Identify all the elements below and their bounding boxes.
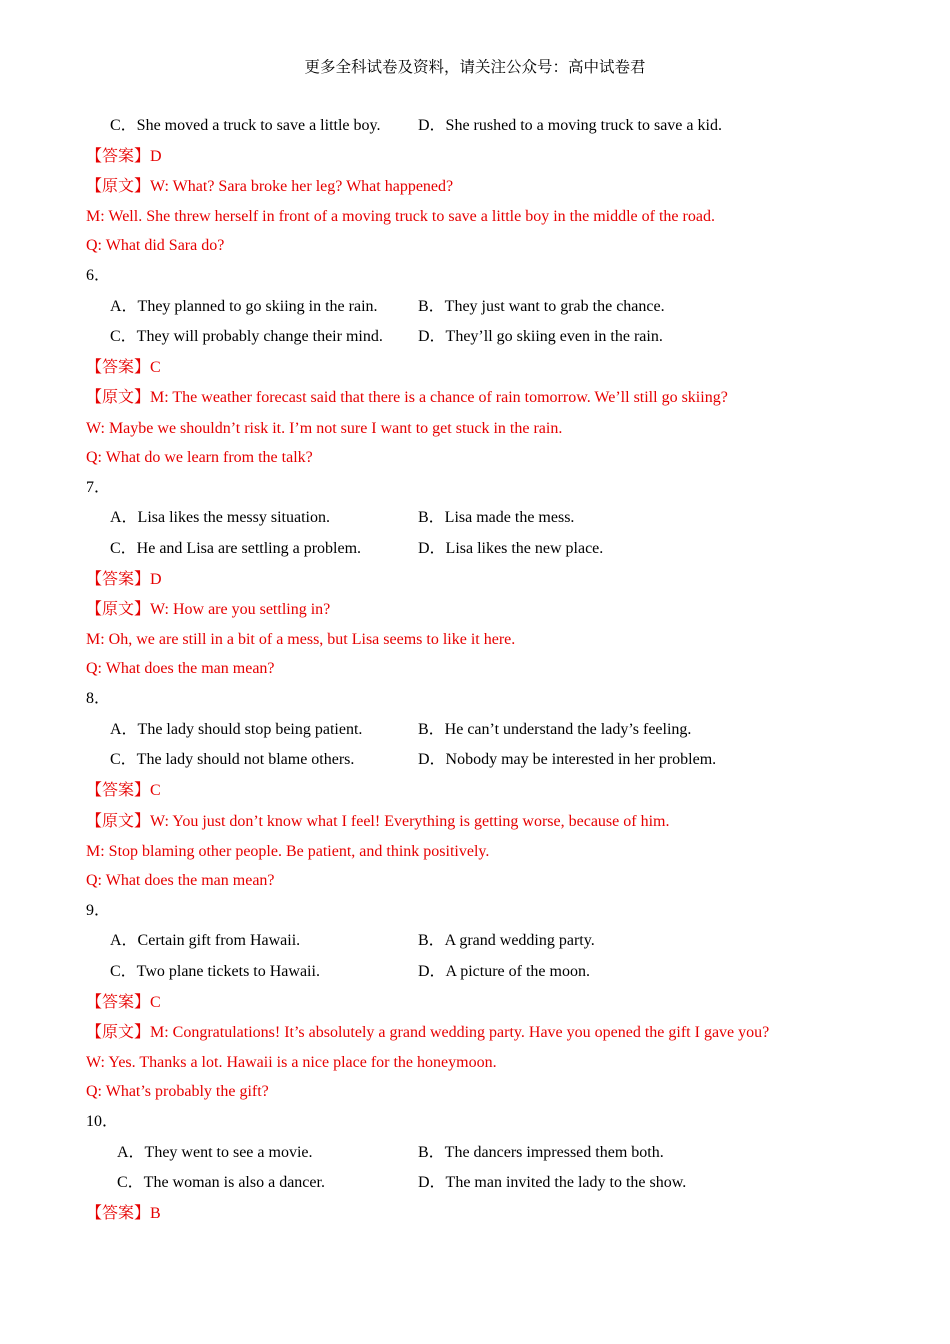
q7-option-b: B．Lisa made the mess. <box>418 509 575 526</box>
q8-transcript-line: 【原文】W: You just don’t know what I feel! Everything is getting worse, because of him. <box>86 813 670 830</box>
q6-transcript-line: W: Maybe we shouldn’t risk it. I’m not sure I want to get stuck in the rain. <box>86 420 563 437</box>
q9-number: 9． <box>86 902 111 919</box>
q10-option-c: C．The woman is also a dancer. <box>117 1174 325 1191</box>
q7-option-d: D．Lisa likes the new place. <box>418 540 604 557</box>
q6-transcript-line: Q: What do we learn from the talk? <box>86 449 313 466</box>
q9-option-a: A．Certain gift from Hawaii. <box>110 932 301 949</box>
q6-option-c: C．They will probably change their mind. <box>110 328 383 345</box>
q6-option-b: B．They just want to grab the chance. <box>418 298 665 315</box>
q5-option-d: D．She rushed to a moving truck to save a kid. <box>418 117 722 134</box>
q7-answer: 【答案】D <box>86 571 162 588</box>
q7-transcript-line: Q: What does the man mean? <box>86 660 275 677</box>
q8-transcript-line: M: Stop blaming other people. Be patient, and think positively. <box>86 843 490 860</box>
q5-transcript-line: 【原文】W: What? Sara broke her leg? What happened? <box>86 178 454 195</box>
q5-transcript-line: Q: What did Sara do? <box>86 237 225 254</box>
q6-option-d: D．They’ll go skiing even in the rain. <box>418 328 663 345</box>
q6-answer: 【答案】C <box>86 359 161 376</box>
q10-option-d: D．The man invited the lady to the show. <box>418 1174 687 1191</box>
q5-transcript-line: M: Well. She threw herself in front of a moving truck to save a little boy in the middle of the road. <box>86 208 715 225</box>
q6-number: 6． <box>86 267 111 284</box>
q5-answer: 【答案】D <box>86 148 162 165</box>
q9-answer: 【答案】C <box>86 994 161 1011</box>
page-header: 更多全科试卷及资料，请关注公众号：高中试卷君 <box>304 59 646 76</box>
q6-option-a: A．They planned to go skiing in the rain. <box>110 298 378 315</box>
q8-option-d: D．Nobody may be interested in her problem. <box>418 751 717 768</box>
q9-transcript-line: W: Yes. Thanks a lot. Hawaii is a nice place for the honeymoon. <box>86 1054 497 1071</box>
q10-option-b: B．The dancers impressed them both. <box>418 1144 664 1161</box>
q10-number: 10． <box>86 1113 119 1130</box>
q7-number: 7． <box>86 479 111 496</box>
q9-option-b: B．A grand wedding party. <box>418 932 595 949</box>
q5-option-c: C．She moved a truck to save a little boy. <box>110 117 381 134</box>
q7-transcript-line: M: Oh, we are still in a bit of a mess, but Lisa seems to like it here. <box>86 631 516 648</box>
q7-option-c: C．He and Lisa are settling a problem. <box>110 540 362 557</box>
q9-transcript-line: Q: What’s probably the gift? <box>86 1083 269 1100</box>
q6-transcript-line: 【原文】M: The weather forecast said that there is a chance of rain tomorrow. We’ll still go skiing? <box>86 389 728 406</box>
q9-transcript-line: 【原文】M: Congratulations! It’s absolutely a grand wedding party. Have you opened the gift I gave you? <box>86 1024 770 1041</box>
q7-option-a: A．Lisa likes the messy situation. <box>110 509 330 526</box>
q8-option-a: A．The lady should stop being patient. <box>110 721 363 738</box>
q9-option-d: D．A picture of the moon. <box>418 963 590 980</box>
q8-option-c: C．The lady should not blame others. <box>110 751 355 768</box>
q8-transcript-line: Q: What does the man mean? <box>86 872 275 889</box>
q8-option-b: B．He can’t understand the lady’s feeling. <box>418 721 692 738</box>
q8-answer: 【答案】C <box>86 782 161 799</box>
q7-transcript-line: 【原文】W: How are you settling in? <box>86 601 331 618</box>
q10-option-a: A．They went to see a movie. <box>117 1144 313 1161</box>
q10-answer: 【答案】B <box>86 1205 161 1222</box>
q9-option-c: C．Two plane tickets to Hawaii. <box>110 963 320 980</box>
q8-number: 8． <box>86 690 111 707</box>
